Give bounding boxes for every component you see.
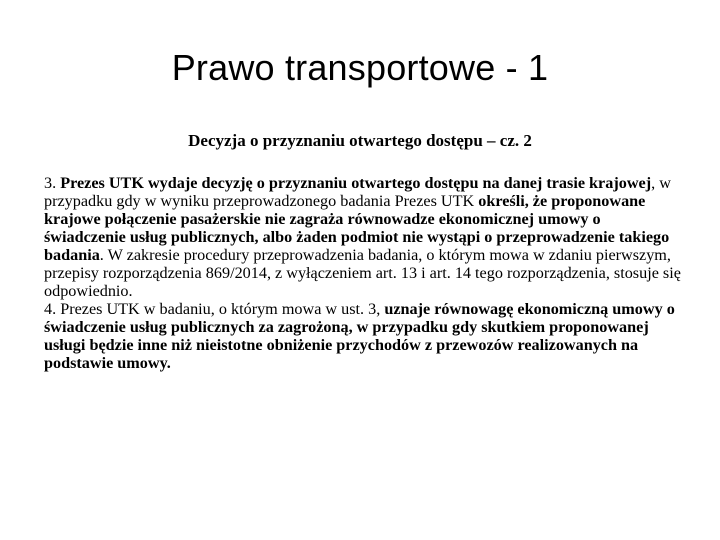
- text-segment: 4. Prezes UTK w badaniu, o którym mowa w ust. 3,: [44, 300, 385, 318]
- text-segment-bold: Prezes UTK wydaje decyzję o przyznaniu otwartego dostępu na danej trasie krajowej: [60, 174, 652, 192]
- text-segment: , w przypadku gdy w wyniku przeprowadzonego badania Prezes UTK: [44, 174, 671, 210]
- text-segment: 3.: [44, 174, 61, 192]
- slide-subtitle: Decyzja o przyznaniu otwartego dostępu – cz. 2: [188, 131, 532, 150]
- text-segment-bold: określi, że proponowane krajowe połączenie pasażerskie nie zagraża równowadze ekonomicznej umowy o świadczenie usług publicznych, albo żaden podmiot nie wystąpi o przeprowadzenie takiego badania: [44, 192, 670, 264]
- slide-title: Prawo transportowe - 1: [171, 47, 549, 88]
- paragraph-4: [44, 300, 684, 372]
- text-segment-bold: uznaje równowagę ekonomiczną umowy o świadczenie usług publicznych za zagrożoną, w przypadku gdy skutkiem proponowanej usługi będzie inne niż nieistotne obniżenie przychodów z przewozów realizowanych na podstawie umowy.: [44, 300, 675, 372]
- paragraph-3: [44, 174, 684, 300]
- text-segment: . W zakresie procedury przeprowadzenia badania, o którym mowa w zdaniu pierwszym, przepisy rozporządzenia 869/2014, z wyłączeniem art. 13 i art. 14 tego rozporządzenia, stosuje się odpowiednio.: [44, 246, 681, 300]
- slide-body: [44, 174, 684, 372]
